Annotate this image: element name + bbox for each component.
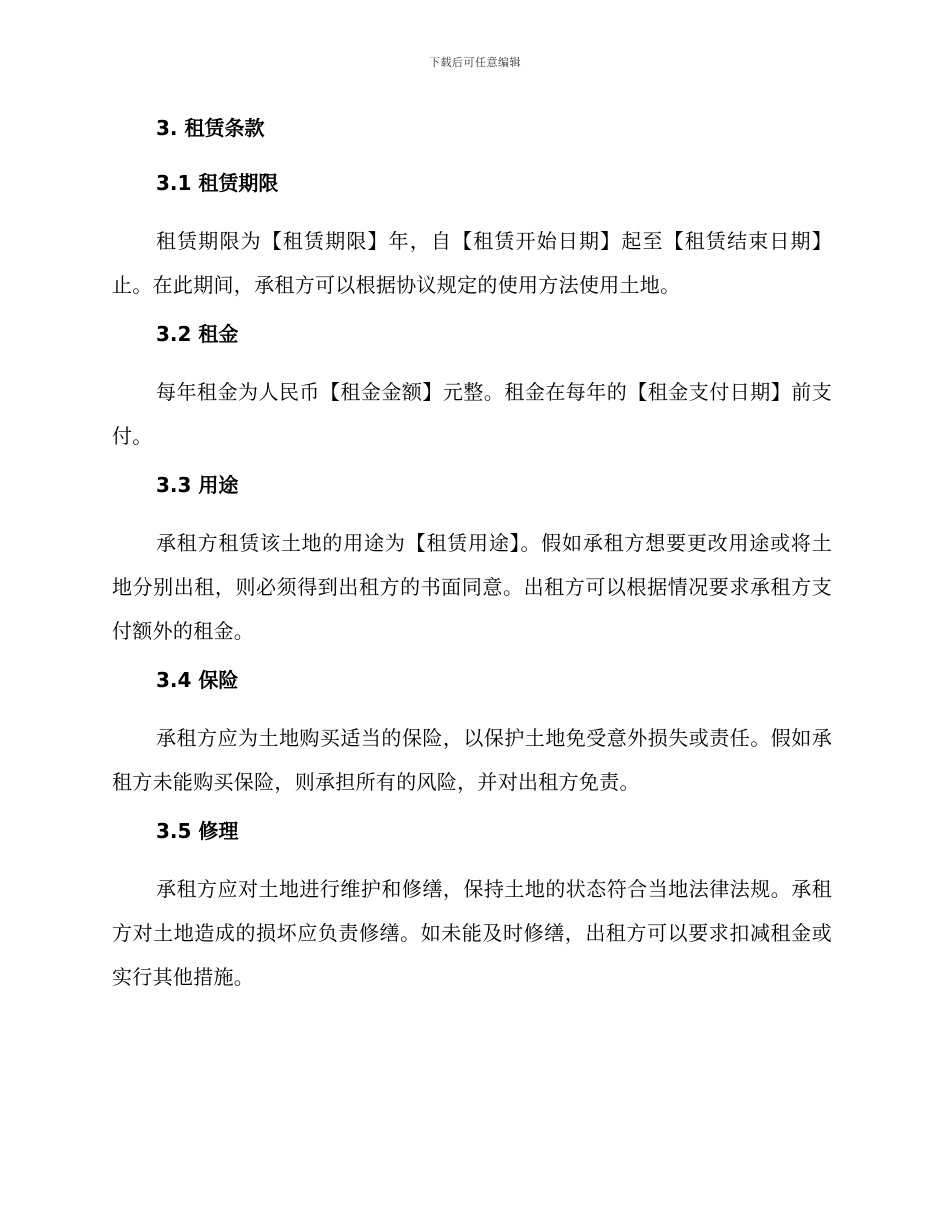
subsection-text-usage: 承租方租赁该土地的用途为【租赁用途】。假如承租方想要更改用途或将土地分别出租，则必须得到出租方的书面同意。出租方可以根据情况要求承租方支付额外的租金。 [112,531,832,643]
document-body [112,110,832,1008]
subsection-title-rent: 3.2 租金 [156,322,239,346]
subsection-title-lease-term: 3.1 租赁期限 [156,171,279,195]
subsection-title-usage: 3.3 用途 [156,473,239,497]
subsection-text-lease-term: 租赁期限为【租赁期限】年，自【租赁开始日期】起至【租赁结束日期】止。在此期间，承租方可以根据协议规定的使用方法使用土地。 [112,229,832,297]
subsection-title-repair: 3.5 修理 [156,819,239,843]
section-title: 3. 租赁条款 [156,116,265,140]
subsection-text-repair: 承租方应对土地进行维护和修缮，保持土地的状态符合当地法律法规。承租方对土地造成的损坏应负责修缮。如未能及时修缮，出租方可以要求扣减租金或实行其他措施。 [112,877,832,989]
subsection-text-insurance: 承租方应为土地购买适当的保险，以保护土地免受意外损失或责任。假如承租方未能购买保险，则承担所有的风险，并对出租方免责。 [112,726,832,794]
subsection-text-rent: 每年租金为人民币【租金金额】元整。租金在每年的【租金支付日期】前支付。 [112,380,832,448]
page-header-note: 下载后可任意编辑 [429,56,521,69]
subsection-title-insurance: 3.4 保险 [156,668,239,692]
